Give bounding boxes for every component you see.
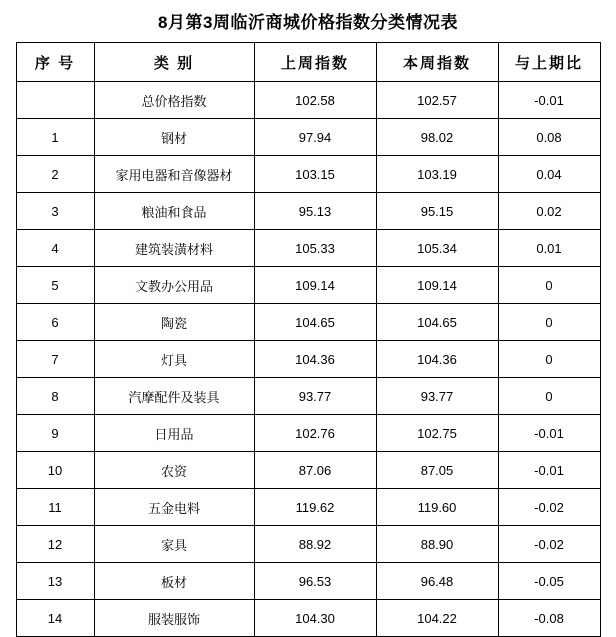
table-row: [16, 378, 600, 415]
cell-last-week: 96.53: [254, 563, 376, 600]
cell-this-week: 102.57: [376, 82, 498, 119]
column-header-diff: 与上期比: [498, 43, 600, 82]
cell-last-week: 105.33: [254, 230, 376, 267]
cell-seq: 1: [16, 119, 94, 156]
cell-diff: -0.05: [498, 563, 600, 600]
cell-seq: 6: [16, 304, 94, 341]
table-row: [16, 526, 600, 563]
cell-this-week: 98.02: [376, 119, 498, 156]
cell-last-week: 95.13: [254, 193, 376, 230]
cell-category: 建筑装潢材料: [94, 230, 254, 267]
cell-category: 灯具: [94, 341, 254, 378]
cell-this-week: 105.34: [376, 230, 498, 267]
cell-last-week: 102.76: [254, 415, 376, 452]
cell-seq: 7: [16, 341, 94, 378]
table-header-row: [16, 43, 600, 82]
column-header-category: 类 别: [94, 43, 254, 82]
cell-last-week: 104.30: [254, 600, 376, 637]
cell-last-week: 87.06: [254, 452, 376, 489]
cell-category: 汽摩配件及装具: [94, 378, 254, 415]
cell-last-week: 103.15: [254, 156, 376, 193]
column-header-last-week: 上周指数: [254, 43, 376, 82]
cell-seq: [16, 82, 94, 119]
cell-this-week: 109.14: [376, 267, 498, 304]
cell-category: 板材: [94, 563, 254, 600]
table-row: [16, 230, 600, 267]
cell-seq: 12: [16, 526, 94, 563]
cell-last-week: 104.36: [254, 341, 376, 378]
cell-category: 文教办公用品: [94, 267, 254, 304]
table-row: [16, 415, 600, 452]
cell-diff: 0: [498, 341, 600, 378]
table-row: [16, 267, 600, 304]
cell-seq: 13: [16, 563, 94, 600]
table-row: [16, 600, 600, 637]
cell-seq: 10: [16, 452, 94, 489]
cell-seq: 2: [16, 156, 94, 193]
cell-diff: 0.04: [498, 156, 600, 193]
cell-last-week: 102.58: [254, 82, 376, 119]
cell-last-week: 104.65: [254, 304, 376, 341]
cell-category: 农资: [94, 452, 254, 489]
cell-last-week: 88.92: [254, 526, 376, 563]
cell-category: 日用品: [94, 415, 254, 452]
cell-last-week: 109.14: [254, 267, 376, 304]
cell-this-week: 88.90: [376, 526, 498, 563]
cell-seq: 4: [16, 230, 94, 267]
cell-diff: -0.01: [498, 82, 600, 119]
cell-diff: 0: [498, 378, 600, 415]
table-row: [16, 452, 600, 489]
cell-this-week: 93.77: [376, 378, 498, 415]
cell-diff: 0.08: [498, 119, 600, 156]
cell-this-week: 119.60: [376, 489, 498, 526]
cell-diff: -0.01: [498, 452, 600, 489]
cell-category: 陶瓷: [94, 304, 254, 341]
table-row: [16, 563, 600, 600]
cell-category: 总价格指数: [94, 82, 254, 119]
cell-diff: -0.08: [498, 600, 600, 637]
cell-seq: 11: [16, 489, 94, 526]
table-row: [16, 489, 600, 526]
table-body: [16, 82, 600, 637]
cell-category: 服装服饰: [94, 600, 254, 637]
table-row: [16, 156, 600, 193]
cell-diff: 0: [498, 267, 600, 304]
cell-last-week: 119.62: [254, 489, 376, 526]
cell-this-week: 104.22: [376, 600, 498, 637]
table-row: [16, 193, 600, 230]
cell-this-week: 102.75: [376, 415, 498, 452]
table-header: [16, 43, 600, 82]
page-title: 8月第3周临沂商城价格指数分类情况表: [158, 13, 458, 32]
table-row: [16, 82, 600, 119]
cell-category: 家用电器和音像器材: [94, 156, 254, 193]
cell-diff: 0.02: [498, 193, 600, 230]
cell-seq: 14: [16, 600, 94, 637]
cell-category: 钢材: [94, 119, 254, 156]
cell-seq: 9: [16, 415, 94, 452]
cell-diff: -0.02: [498, 489, 600, 526]
table-row: [16, 341, 600, 378]
cell-this-week: 104.65: [376, 304, 498, 341]
cell-this-week: 87.05: [376, 452, 498, 489]
cell-category: 粮油和食品: [94, 193, 254, 230]
cell-diff: -0.01: [498, 415, 600, 452]
cell-category: 家具: [94, 526, 254, 563]
cell-diff: 0.01: [498, 230, 600, 267]
cell-this-week: 96.48: [376, 563, 498, 600]
cell-last-week: 97.94: [254, 119, 376, 156]
column-header-seq: 序 号: [16, 43, 94, 82]
table-row: [16, 304, 600, 341]
price-index-table: [16, 42, 601, 637]
cell-seq: 8: [16, 378, 94, 415]
cell-this-week: 103.19: [376, 156, 498, 193]
cell-diff: 0: [498, 304, 600, 341]
cell-this-week: 95.15: [376, 193, 498, 230]
cell-seq: 5: [16, 267, 94, 304]
cell-diff: -0.02: [498, 526, 600, 563]
column-header-this-week: 本周指数: [376, 43, 498, 82]
cell-seq: 3: [16, 193, 94, 230]
table-row: [16, 119, 600, 156]
cell-category: 五金电料: [94, 489, 254, 526]
cell-this-week: 104.36: [376, 341, 498, 378]
cell-last-week: 93.77: [254, 378, 376, 415]
